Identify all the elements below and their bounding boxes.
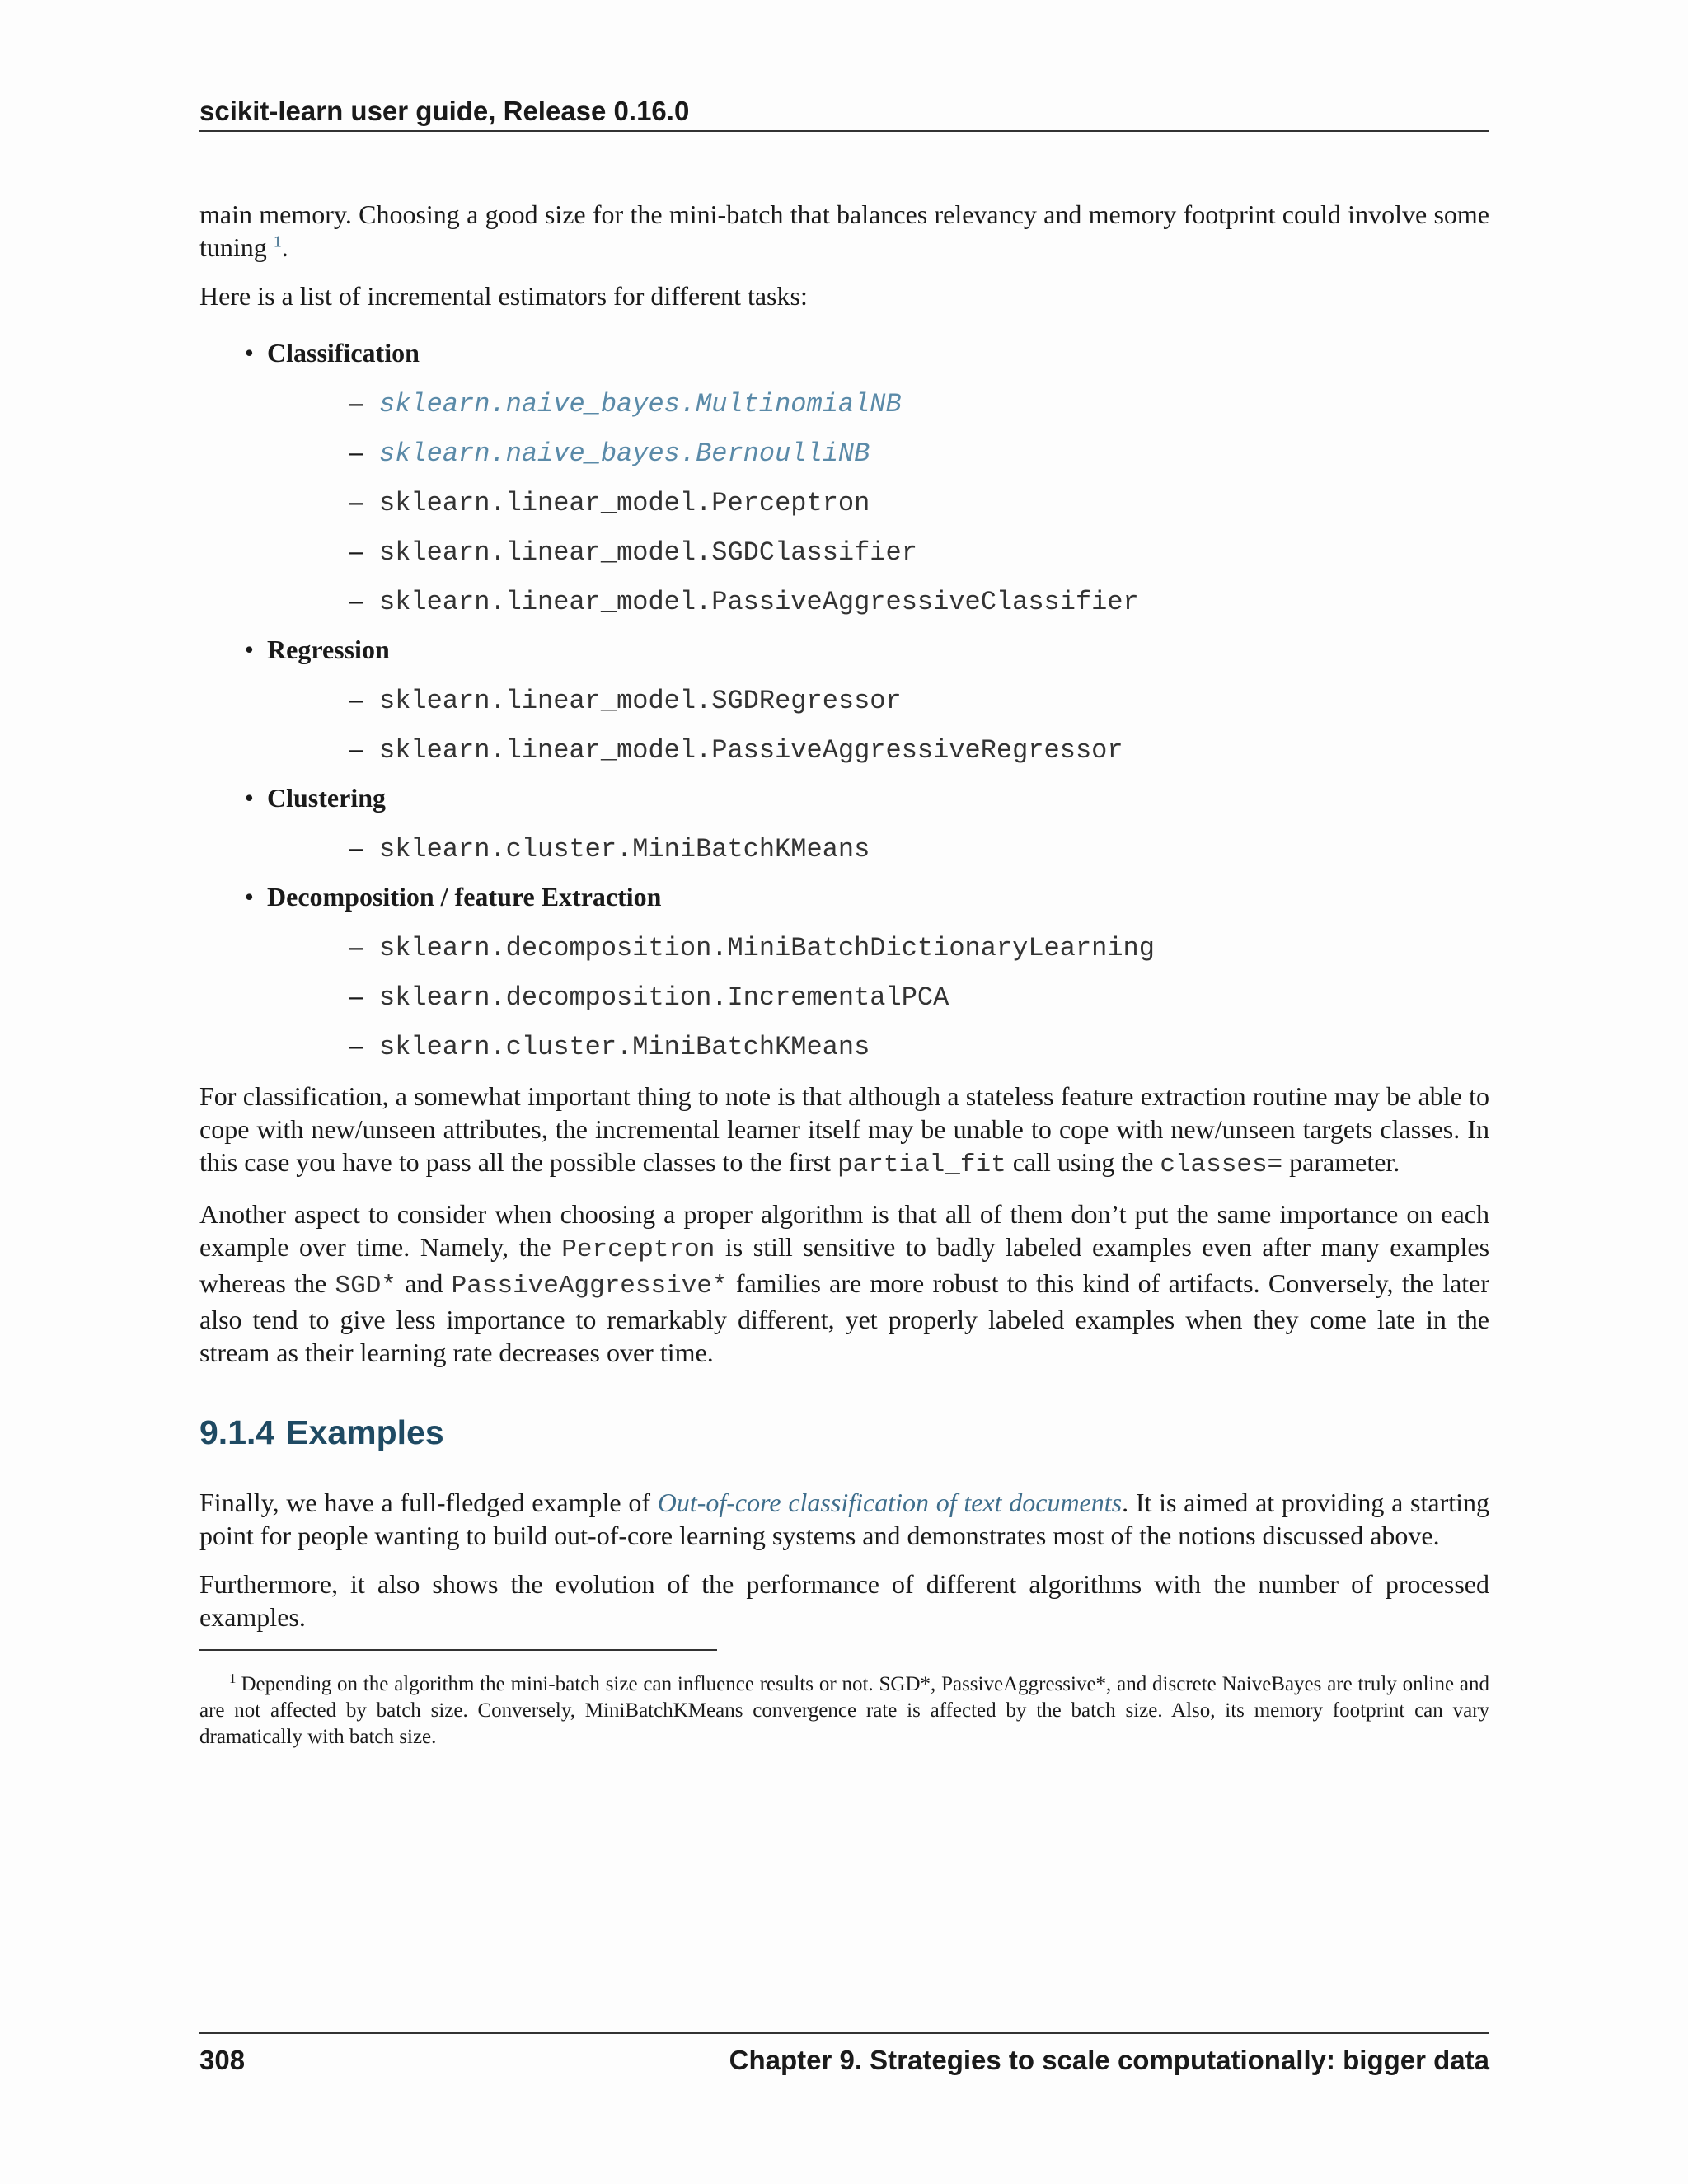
running-footer xyxy=(199,2032,1489,2079)
estimator-name: sklearn.linear_model.SGDClassifier xyxy=(379,537,917,568)
estimator-name: sklearn.linear_model.PassiveAggressiveClassifier xyxy=(379,587,1139,617)
footnote-divider xyxy=(199,1649,717,1651)
bullet-icon: • xyxy=(244,882,254,912)
estimator-name: sklearn.linear_model.PassiveAggressiveRegressor xyxy=(379,735,1123,766)
footnote-marker: 1 xyxy=(229,1670,237,1686)
estimator-list xyxy=(267,921,1489,1070)
estimator-name: sklearn.linear_model.SGDRegressor xyxy=(379,686,902,716)
bullet-icon: • xyxy=(244,635,254,664)
header-title: scikit-learn user guide, Release 0.16.0 xyxy=(199,96,690,126)
estimator-item xyxy=(349,575,1489,625)
task-name: Clustering xyxy=(267,783,386,813)
section-heading xyxy=(199,1412,1489,1453)
estimator-item xyxy=(349,377,1489,427)
estimator-name: sklearn.cluster.MiniBatchKMeans xyxy=(379,834,870,865)
dash-icon: – xyxy=(349,684,363,714)
estimator-name: sklearn.decomposition.IncrementalPCA xyxy=(379,982,950,1013)
estimator-item xyxy=(349,476,1489,526)
estimator-item xyxy=(349,674,1489,724)
examples-paragraph: Finally, we have a full-fledged example of Out-of-core classification of text documents. It is aimed at providing a starting point for people wanting to build out-of-core learning systems and demonstrates most of the notions discussed above. xyxy=(199,1488,1490,1550)
estimator-item xyxy=(349,427,1489,476)
dash-icon: – xyxy=(349,437,363,466)
chapter-title: Chapter 9. Strategies to scale computationally: bigger data xyxy=(729,2045,1489,2075)
code-classes-param: classes= xyxy=(1160,1151,1283,1179)
algorithm-note-paragraph: Another aspect to consider when choosing a proper algorithm is that all of them don’t put the same importance on each example over time. Namely, the Perceptron is still sensitive to badly labeled examples even after many examples whereas the SGD* and PassiveAggressive* families are more robust to this kind of artifacts. Conversely, the later also tend to give less importance to remarkably different, yet properly labeled examples when they come late in the stream as their learning rate decreases over time. xyxy=(199,1199,1490,1367)
dash-icon: – xyxy=(349,1030,363,1060)
running-header xyxy=(199,92,1489,132)
code-sgd: SGD* xyxy=(335,1272,396,1301)
task-heading xyxy=(244,773,1489,823)
task-item xyxy=(199,773,1489,872)
task-heading xyxy=(244,328,1489,377)
dash-icon: – xyxy=(349,981,363,1010)
code-perceptron: Perceptron xyxy=(561,1235,715,1264)
task-name: Classification xyxy=(267,338,420,368)
intro-paragraph: main memory. Choosing a good size for the mini-batch that balances relevancy and memory footprint could involve some tuning $^1$. xyxy=(199,199,1489,262)
footnote-ref-link[interactable]: 1 xyxy=(273,232,282,251)
dash-icon: – xyxy=(349,536,363,565)
section-number: 9.1.4 xyxy=(199,1413,275,1451)
bullet-icon: • xyxy=(244,338,254,368)
task-name: Decomposition / feature Extraction xyxy=(267,882,662,912)
estimator-item xyxy=(349,921,1489,971)
dash-icon: – xyxy=(349,585,363,615)
task-heading xyxy=(244,625,1489,674)
performance-paragraph: Furthermore, it also shows the evolution of the performance of different algorithms with the number of processed examples. xyxy=(199,1569,1489,1632)
estimator-name: sklearn.cluster.MiniBatchKMeans xyxy=(379,1032,870,1062)
estimator-item xyxy=(349,971,1489,1020)
example-link[interactable]: Out-of-core classification of text documents xyxy=(657,1488,1123,1517)
task-list xyxy=(199,328,1489,1070)
code-passive-aggressive: PassiveAggressive* xyxy=(451,1272,728,1301)
estimator-list xyxy=(267,377,1489,625)
estimator-list-intro: Here is a list of incremental estimators for different tasks: xyxy=(199,281,808,311)
section-title: Examples xyxy=(286,1413,444,1451)
estimator-item xyxy=(349,724,1489,773)
estimator-name: sklearn.decomposition.MiniBatchDictionaryLearning xyxy=(379,933,1155,963)
page-number: 308 xyxy=(199,2045,246,2075)
estimator-link[interactable]: sklearn.naive_bayes.MultinomialNB xyxy=(379,389,902,419)
dash-icon: – xyxy=(349,486,363,516)
estimator-list xyxy=(267,823,1489,872)
estimator-item xyxy=(349,823,1489,872)
task-heading xyxy=(244,872,1489,921)
task-name: Regression xyxy=(267,635,390,664)
footnote: $^1$ Depending on the algorithm the mini-batch size can influence results or not. SGD*, PassiveAggressive*, and discrete NaiveBayes are truly online and are not affected by batch size. Conversely, MiniBatchKMeans convergence rate is affected by the batch size. Also, its memory footprint can vary dramatically with batch size. xyxy=(199,1670,1489,1748)
dash-icon: – xyxy=(349,832,363,862)
classification-note-paragraph: For classification, a somewhat important thing to note is that although a stateless feature extraction routine may be able to cope with new/unseen attributes, the incremental learner itself may be unable to cope with new/unseen targets classes. In this case you have to pass all the possible classes to the first partial_fit call using the classes= parameter. xyxy=(199,1081,1489,1179)
estimator-item xyxy=(349,1020,1489,1070)
dash-icon: – xyxy=(349,931,363,961)
estimator-name: sklearn.linear_model.Perceptron xyxy=(379,488,870,518)
code-partial-fit: partial_fit xyxy=(837,1151,1006,1179)
estimator-link[interactable]: sklearn.naive_bayes.BernoulliNB xyxy=(379,438,870,469)
estimator-list xyxy=(267,674,1489,773)
page xyxy=(199,0,1489,2184)
bullet-icon: • xyxy=(244,783,254,813)
task-item xyxy=(199,625,1489,773)
estimator-item xyxy=(349,526,1489,575)
task-item xyxy=(199,872,1489,1070)
dash-icon: – xyxy=(349,387,363,417)
main-content xyxy=(199,198,1489,1771)
dash-icon: – xyxy=(349,733,363,763)
task-item xyxy=(199,328,1489,625)
